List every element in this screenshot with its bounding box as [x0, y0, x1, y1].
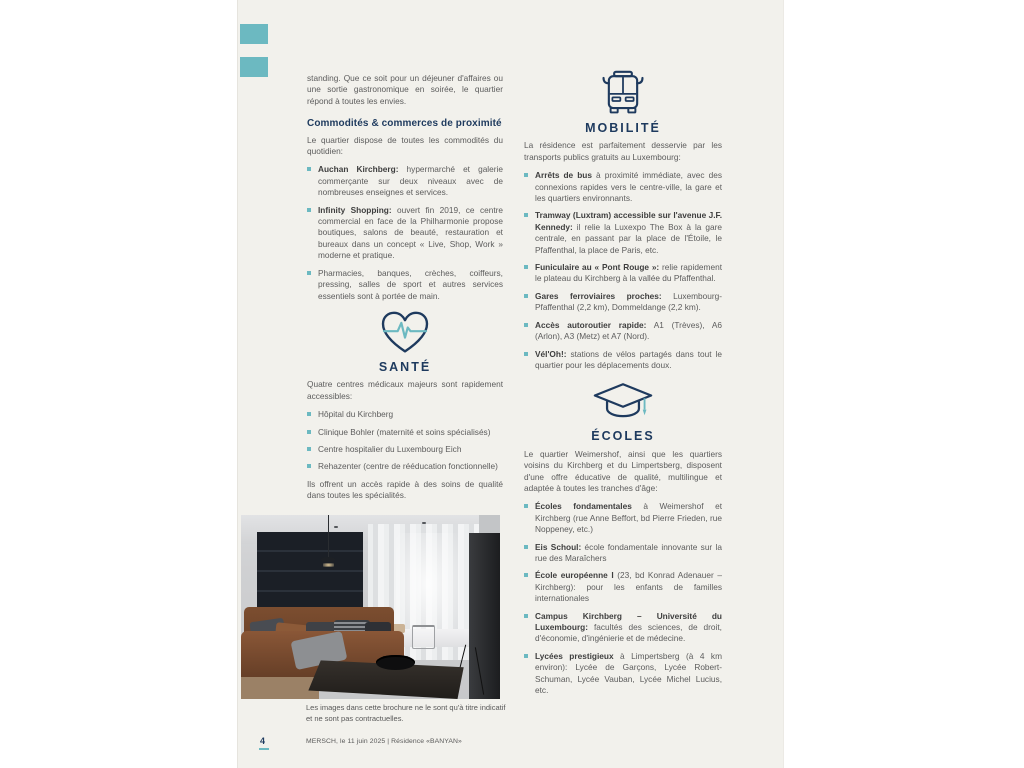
bullet-icon — [307, 464, 311, 468]
list-item — [524, 262, 722, 285]
bullet-text: Centre hospitalier du Luxembourg Eich — [318, 443, 462, 454]
tv-console — [469, 533, 500, 699]
bullet-text: ouvert fin 2019, ce centre commercial en face de la Philharmonie propose boutiques, salons de beauté, restauration et bureaux dans un concept « Live, Shop, Work » moderne et pratique. — [318, 204, 503, 261]
bus-front-icon — [601, 70, 645, 116]
list-item — [524, 542, 722, 565]
bullet-text: stations de vélos partagés dans tout le quartier pour les déplacements doux. — [535, 348, 722, 370]
sante-heading: SANTÉ — [378, 359, 432, 374]
bullet-text: hypermarché et galerie commerçante sur deux niveaux avec de nombreuses enseignes et services. — [318, 164, 503, 198]
list-item — [524, 611, 722, 645]
interior-photo — [241, 515, 500, 699]
graduation-cap-icon — [593, 382, 653, 424]
bullet-lead: Campus Kirchberg – Université du Luxembourg: — [535, 610, 722, 632]
footer-text: MERSCH, le 11 juin 2025 | Résidence «BANYAN» — [306, 738, 462, 745]
bullet-icon — [524, 294, 528, 298]
pendant-lamp — [328, 515, 329, 559]
list-item — [307, 164, 503, 198]
mobilite-intro: La résidence est parfaitement desservie par les transports publics gratuits au Luxembourg: — [524, 140, 722, 162]
bullet-icon — [307, 430, 311, 434]
accent-square-bottom — [240, 57, 268, 77]
bullet-text: Clinique Bohler (maternité et soins spécialisés) — [318, 426, 491, 437]
bullet-icon — [307, 167, 311, 171]
sante-icon-wrap — [307, 311, 503, 355]
bullet-lead: Auchan Kirchberg: — [318, 164, 399, 175]
black-bowl — [376, 655, 415, 670]
bullet-icon — [524, 545, 528, 549]
bullet-lead: Accès autoroutier rapide: — [535, 319, 647, 330]
bullet-icon — [524, 173, 528, 177]
window-light — [396, 533, 458, 634]
bullet-icon — [524, 213, 528, 217]
bullet-lead: Funiculaire au « Pont Rouge »: — [535, 262, 660, 273]
list-item — [524, 501, 722, 535]
bullet-text: il relie la Luxexpo The Box à la gare centrale, en passant par la place de l'Étoile, le Pfaffenthal, la place de Paris, etc. — [535, 221, 722, 255]
commodites-heading: Commodités & commerces de proximité — [307, 118, 502, 130]
heart-pulse-icon — [379, 311, 431, 355]
page-number-underline — [259, 748, 269, 750]
ecoles-heading: ÉCOLES — [591, 429, 655, 444]
wood-floor — [241, 677, 319, 699]
list-item — [307, 427, 503, 438]
bullet-icon — [524, 323, 528, 327]
accent-square-top — [240, 24, 268, 44]
mobilite-icon-wrap — [524, 70, 722, 116]
bullet-text: à Weimershof et Kirchberg (rue Anne Beffort, bd Pierre Frieden, rue Noppeney, etc.) — [535, 501, 723, 535]
bullet-text: facultés des sciences, de droit, d'économie, d'ingénierie et de médecine. — [535, 622, 722, 644]
bullet-lead: Eis Schoul: — [535, 541, 582, 552]
list-item — [524, 210, 722, 256]
list-item — [524, 170, 722, 204]
bullet-text: à proximité immédiate, avec des connexions rapides vers le centre-ville, la gare et les quartiers environnants. — [535, 170, 723, 204]
bullet-lead: École européenne I — [535, 570, 614, 581]
ecoles-list — [524, 501, 722, 696]
bullet-icon — [524, 654, 528, 658]
bullet-text: école fondamentale innovante sur la rue des Maraîchers — [535, 541, 722, 563]
mobilite-list — [524, 170, 722, 371]
bullet-text: Hôpital du Kirchberg — [318, 409, 394, 420]
bullet-icon — [307, 412, 311, 416]
ecoles-intro: Le quartier Weimershof, ainsi que les quartiers voisins du Kirchberg et du Limpertsberg, disposent d'une offre éducative de qualité, multilingue et adaptée à toutes les tranches d'âge: — [524, 448, 722, 493]
side-table — [412, 625, 435, 649]
bullet-icon — [524, 614, 528, 618]
sante-list — [307, 409, 503, 473]
bullet-lead: Tramway (Luxtram) accessible sur l'avenue J.F. Kennedy: — [535, 210, 722, 232]
ceiling-spotlight — [334, 526, 338, 528]
bullet-icon — [307, 208, 311, 212]
list-item — [307, 444, 503, 455]
right-column — [524, 70, 722, 702]
bullet-lead: Vél'Oh!: — [535, 348, 567, 359]
photo-caption: Les images dans cette brochure ne le sont qu'à titre indicatif et ne sont pas contractuelles. — [306, 703, 506, 723]
pendant-lamp-glow — [323, 563, 334, 567]
bullet-icon — [524, 352, 528, 356]
list-item — [524, 651, 722, 697]
commodites-intro: Le quartier dispose de toutes les commodités du quotidien: — [307, 134, 503, 157]
commodites-list — [307, 164, 503, 301]
list-item — [307, 409, 503, 420]
mobilite-heading: MOBILITÉ — [585, 121, 661, 135]
left-column — [307, 73, 503, 502]
bullet-text: Rehazenter (centre de rééducation fonctionnelle) — [318, 461, 498, 472]
bullet-icon — [307, 447, 311, 451]
bullet-lead: Lycées prestigieux — [535, 650, 614, 661]
bullet-icon — [524, 265, 528, 269]
ecoles-icon-wrap — [524, 382, 722, 424]
bullet-icon — [524, 504, 528, 508]
sante-intro: Quatre centres médicaux majeurs sont rapidement accessibles: — [307, 379, 503, 401]
bullet-text: à Limpertsberg (à 4 km environ): Lycée de Garçons, Lycée Robert-Schuman, Lycée Vauban, Lycée Michel Lucius, etc. — [535, 650, 722, 696]
list-item — [307, 461, 503, 472]
list-item — [307, 268, 503, 302]
bullet-text: Luxembourg-Pfaffenthal (2,2 km), Dommeldange (2,2 km). — [535, 290, 722, 313]
list-item — [524, 291, 722, 314]
list-item — [307, 205, 503, 262]
bullet-text: A1 (Trèves), A6 (Arlon), A3 (Metz) et A7 (Nord). — [535, 319, 722, 342]
bullet-text: Pharmacies, banques, crèches, coiffeurs, pressing, salles de sport et autres services essentiels sont à portée de main. — [318, 267, 503, 301]
list-item — [524, 320, 722, 343]
list-item — [524, 570, 722, 604]
page-surface — [237, 0, 784, 768]
sante-outro: Ils offrent un accès rapide à des soins de qualité dans toutes les spécialités. — [307, 478, 503, 501]
bullet-text: (23, bd Konrad Adenauer – Kirchberg): pour les enfants de familles internationales — [535, 570, 722, 604]
bullet-lead: Arrêts de bus — [535, 170, 592, 181]
bullet-lead: Gares ferroviaires proches: — [535, 290, 662, 301]
bullet-icon — [307, 271, 311, 275]
bullet-text: relie rapidement le plateau du Kirchberg à la vallée du Pfaffenthal. — [535, 262, 722, 284]
bullet-icon — [524, 573, 528, 577]
bullet-lead: Infinity Shopping: — [318, 204, 392, 215]
page-number: 4 — [260, 736, 266, 746]
intro-paragraph: standing. Que ce soit pour un déjeuner d'affaires ou une sortie gastronomique en soirée, le quartier répond à toutes les envies. — [307, 73, 503, 106]
list-item — [524, 349, 722, 372]
bullet-lead: Écoles fondamentales — [535, 501, 632, 512]
